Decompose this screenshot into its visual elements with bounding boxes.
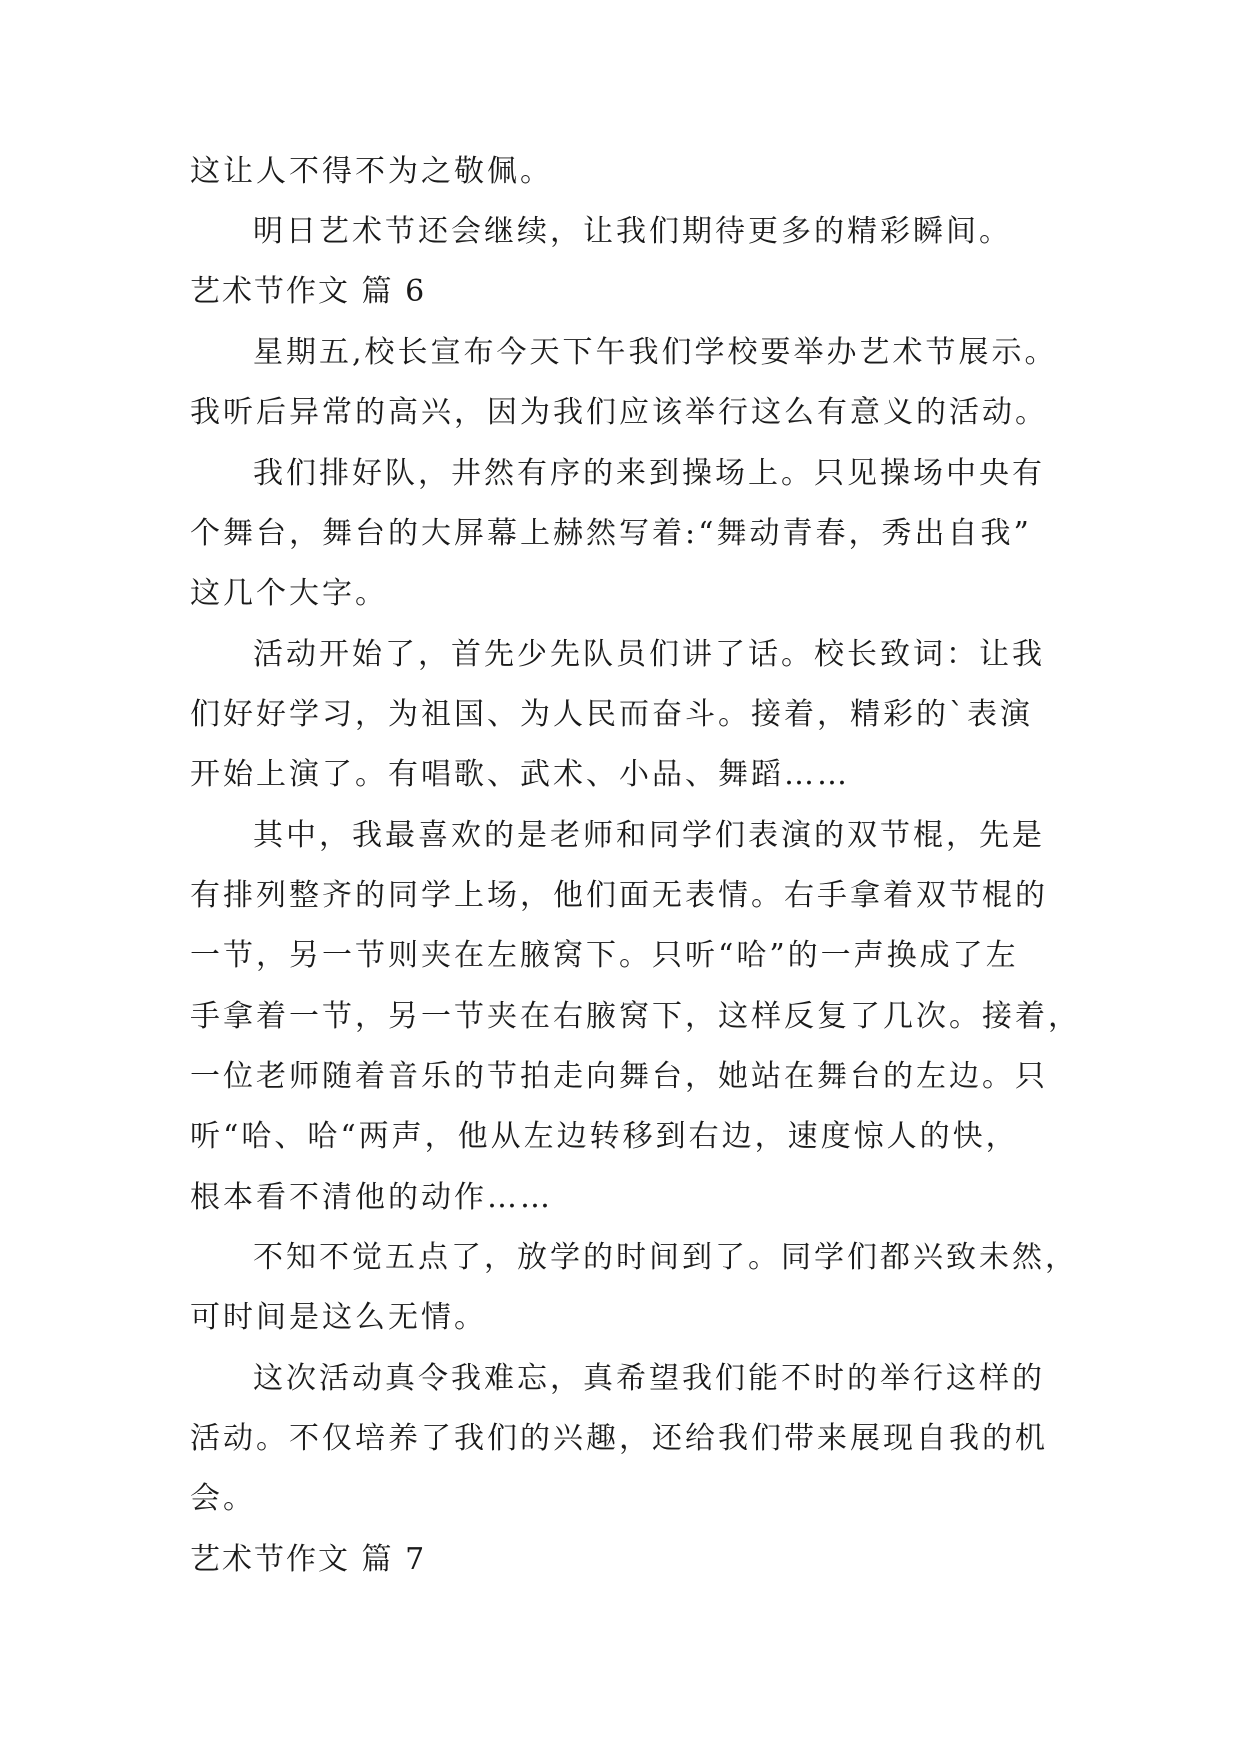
paragraph-line: 这次活动真令我难忘，真希望我们能不时的举行这样的 — [253, 1361, 1045, 1396]
paragraph-line: 这几个大字。 — [190, 576, 388, 611]
paragraph-line: 明日艺术节还会继续，让我们期待更多的精彩瞬间。 — [253, 214, 1012, 249]
paragraph-line: 手拿着一节，另一节夹在右腋窝下，这样反复了几次。接着， — [190, 999, 1081, 1034]
paragraph-line: 我听后异常的高兴，因为我们应该举行这么有意义的活动。 — [190, 395, 1048, 430]
paragraph-line: 有排列整齐的同学上场，他们面无表情。右手拿着双节棍的 — [190, 878, 1048, 913]
paragraph-line: 星期五,校长宣布今天下午我们学校要举办艺术节展示。 — [253, 335, 1058, 370]
paragraph-line: 活动开始了，首先少先队员们讲了话。校长致词：让我 — [253, 637, 1045, 672]
paragraph-line: 这让人不得不为之敬佩。 — [190, 154, 553, 189]
paragraph-line: 一位老师随着音乐的节拍走向舞台，她站在舞台的左边。只 — [190, 1059, 1048, 1094]
paragraph-line: 我们排好队，井然有序的来到操场上。只见操场中央有 — [253, 456, 1045, 491]
paragraph-line: 其中，我最喜欢的是老师和同学们表演的双节棍，先是 — [253, 818, 1045, 853]
paragraph-line: 开始上演了。有唱歌、武术、小品、舞蹈…… — [190, 757, 850, 792]
paragraph-line: 会。 — [190, 1481, 256, 1516]
paragraph-line: 不知不觉五点了，放学的时间到了。同学们都兴致未然， — [253, 1240, 1078, 1275]
paragraph-line: 活动。不仅培养了我们的兴趣，还给我们带来展现自我的机 — [190, 1421, 1048, 1456]
paragraph-line: 个舞台，舞台的大屏幕上赫然写着:“舞动青春，秀出自我” — [190, 516, 1032, 551]
paragraph-line: 们好好学习，为祖国、为人民而奋斗。接着，精彩的`表演 — [190, 697, 1033, 732]
section-heading: 艺术节作文 篇 6 — [190, 274, 427, 309]
paragraph-line: 根本看不清他的动作…… — [190, 1180, 553, 1215]
paragraph-line: 听“哈、哈“两声，他从左边转移到右边，速度惊人的快， — [190, 1119, 1019, 1154]
paragraph-line: 可时间是这么无情。 — [190, 1300, 487, 1335]
section-heading: 艺术节作文 篇 7 — [190, 1542, 427, 1577]
paragraph-line: 一节，另一节则夹在左腋窝下。只听“哈”的一声换成了左 — [190, 938, 1019, 973]
